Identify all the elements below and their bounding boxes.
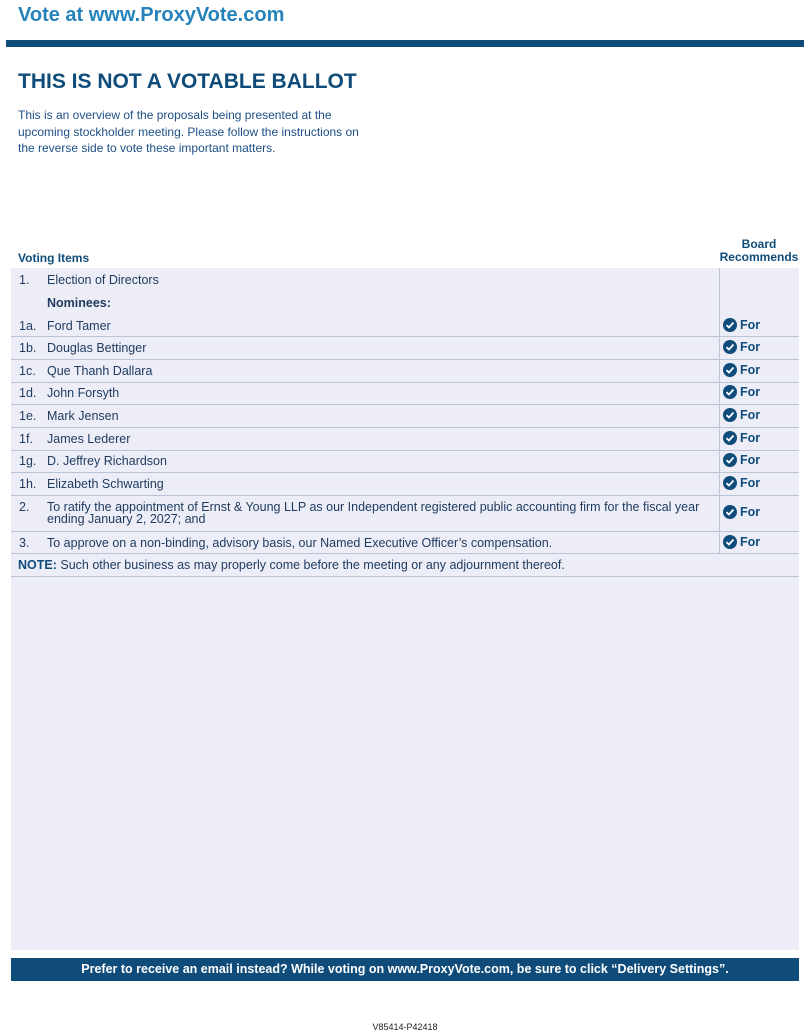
check-circle-icon [723, 535, 737, 549]
check-circle-icon [723, 318, 737, 332]
nominee-number: 1e. [19, 409, 37, 423]
nominee-number: 1h. [19, 477, 37, 491]
nominee-number: 1d. [19, 386, 37, 400]
intro-text [18, 107, 398, 157]
recommendation [723, 505, 760, 519]
nominee-name: John Forsyth [47, 386, 120, 400]
nominee-row [11, 450, 799, 473]
recommendation [723, 476, 760, 490]
nominee-name: James Lederer [47, 432, 131, 446]
column-divider [719, 268, 720, 553]
recommendation-label: For [740, 408, 761, 422]
nominees-label-row [11, 293, 799, 315]
check-circle-icon [723, 505, 737, 519]
nominee-name: Douglas Bettinger [47, 341, 147, 355]
proposal-number: 3. [19, 536, 30, 550]
recommendation-label: For [740, 476, 761, 490]
recommendation [723, 453, 760, 467]
recommendation-label: For [740, 535, 761, 549]
proposal-row [11, 496, 799, 532]
nominee-number: 1g. [19, 454, 37, 468]
nominee-name: D. Jeffrey Richardson [47, 454, 167, 468]
recommendation [723, 431, 760, 445]
recommendation-label: For [740, 385, 761, 399]
intro-line: the reverse side to vote these important matters. [18, 141, 276, 155]
nominees-label: Nominees: [47, 296, 111, 310]
note-label: NOTE: [18, 558, 57, 572]
nominee-number: 1c. [19, 364, 36, 378]
recommendation [723, 408, 760, 422]
recommendation-label: For [740, 318, 761, 332]
election-row [11, 270, 799, 292]
nominee-row [11, 382, 799, 405]
nominee-row [11, 473, 799, 496]
header-title: Vote at www.ProxyVote.com [18, 4, 285, 26]
nominee-number: 1b. [19, 341, 37, 355]
proposal-number: 2. [19, 500, 30, 514]
recommendation-label: For [740, 453, 761, 467]
nominee-row [11, 314, 799, 337]
nominee-row [11, 428, 799, 451]
item-text: Election of Directors [47, 273, 159, 287]
recommendation [723, 535, 760, 549]
intro-line: This is an overview of the proposals being presented at the [18, 108, 332, 122]
nominee-name: Elizabeth Schwarting [47, 477, 164, 491]
note-body: Such other business as may properly come before the meeting or any adjournment thereof. [56, 558, 565, 572]
recommendation-label: For [740, 363, 761, 377]
nominee-name: Que Thanh Dallara [47, 364, 153, 378]
nominee-row [11, 360, 799, 383]
board-header-line: Recommends [719, 250, 799, 264]
check-circle-icon [723, 476, 737, 490]
recommendation [723, 318, 760, 332]
nominee-name: Ford Tamer [47, 319, 111, 333]
delivery-settings-banner: Prefer to receive an email instead? While voting on www.ProxyVote.com, be sure to click “Delivery Settings”. [11, 958, 799, 981]
recommendation-label: For [740, 505, 761, 519]
note-text [18, 558, 565, 572]
board-header-line: Board [741, 237, 777, 251]
board-recommends-header [718, 238, 800, 264]
check-circle-icon [723, 340, 737, 354]
intro-line: upcoming stockholder meeting. Please follow the instructions on [18, 124, 359, 139]
recommendation [723, 385, 760, 399]
voting-items-header: Voting Items [18, 251, 90, 265]
nominee-number: 1a. [19, 319, 37, 333]
nominee-name: Mark Jensen [47, 409, 119, 423]
recommendation [723, 340, 760, 354]
check-circle-icon [723, 408, 737, 422]
recommendation [723, 363, 760, 377]
document-code: V85414-P42418 [372, 1022, 438, 1032]
proposal-text [47, 501, 717, 525]
nominee-number: 1f. [19, 432, 33, 446]
recommendation-label: For [740, 340, 761, 354]
nominee-row [11, 337, 799, 360]
check-circle-icon [723, 363, 737, 377]
nominee-row [11, 405, 799, 428]
check-circle-icon [723, 385, 737, 399]
ballot-title: THIS IS NOT A VOTABLE BALLOT [18, 70, 357, 93]
item-number: 1. [19, 273, 30, 287]
proposal-text-line: ending January 2, 2027; and [47, 512, 206, 526]
proposal-row [11, 532, 799, 554]
check-circle-icon [723, 431, 737, 445]
proposal-text-line: To ratify the appointment of Ernst & Young LLP as our Independent registered public accounting firm for the fiscal year [47, 500, 700, 514]
header-divider [6, 40, 804, 47]
recommendation-label: For [740, 431, 761, 445]
proposal-text: To approve on a non-binding, advisory basis, our Named Executive Officer’s compensation. [47, 536, 553, 550]
check-circle-icon [723, 453, 737, 467]
